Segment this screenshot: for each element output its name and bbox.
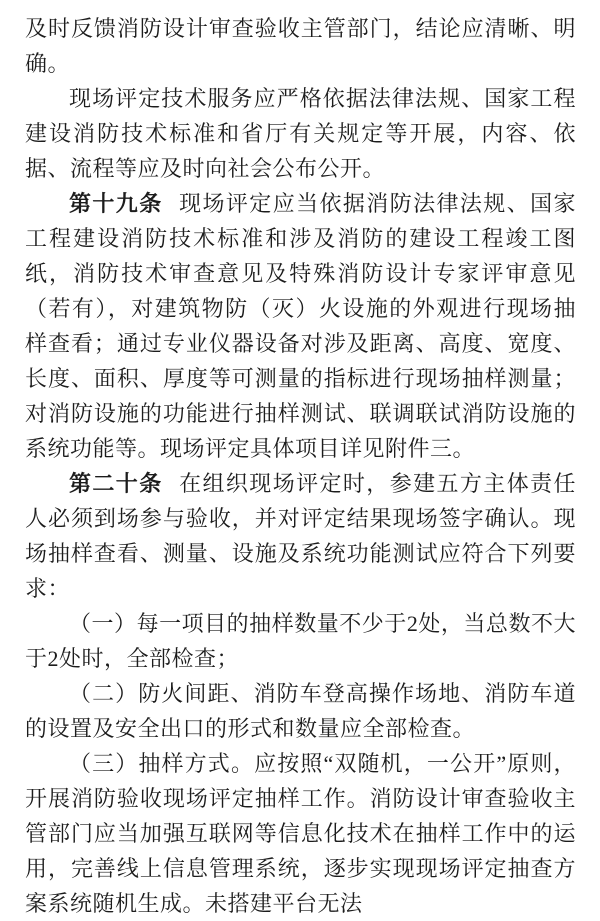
article-number: 第十九条 <box>69 191 163 216</box>
paragraph <box>25 11 576 81</box>
paragraph-article-20 <box>25 466 576 606</box>
paragraph-text: （二）防火间距、消防车登高操作场地、消防车道的设置及安全出口的形式和数量应全部检查。 <box>25 681 576 741</box>
paragraph-text: 在组织现场评定时，参建五方主体责任人必须到场参与验收，并对评定结果现场签字确认。现场抽样查看、测量、设施及系统功能测试应符合下列要求： <box>25 471 576 601</box>
paragraph-item-3 <box>25 746 576 921</box>
article-number: 第二十条 <box>69 471 163 496</box>
paragraph-text: 现场评定技术服务应严格依据法律法规、国家工程建设消防技术标准和省厅有关规定等开展，内容、依据、流程等应及时向社会公布公开。 <box>25 86 576 181</box>
paragraph-text: 及时反馈消防设计审查验收主管部门，结论应清晰、明确。 <box>25 16 576 76</box>
paragraph <box>25 81 576 186</box>
paragraph-text: （一）每一项目的抽样数量不少于2处，当总数不大于2处时，全部检查； <box>25 611 576 671</box>
paragraph-text: （三）抽样方式。应按照“双随机，一公开”原则，开展消防验收现场评定抽样工作。消防设计审查验收主管部门应当加强互联网等信息化技术在抽样工作中的运用，完善线上信息管理系统，逐步实现现场评定抽查方案系统随机生成。未搭建平台无法 <box>25 751 576 916</box>
paragraph-article-19 <box>25 186 576 466</box>
paragraph-item-2 <box>25 676 576 746</box>
paragraph-text: 现场评定应当依据消防法律法规、国家工程建设消防技术标准和涉及消防的建设工程竣工图纸，消防技术审查意见及特殊消防设计专家评审意见（若有），对建筑物防（灭）火设施的外观进行现场抽样查看；通过专业仪器设备对涉及距离、高度、宽度、长度、面积、厚度等可测量的指标进行现场抽样测量；对消防设施的功能进行抽样测试、联调联试消防设施的系统功能等。现场评定具体项目详见附件三。 <box>25 191 576 461</box>
paragraph-item-1 <box>25 606 576 676</box>
